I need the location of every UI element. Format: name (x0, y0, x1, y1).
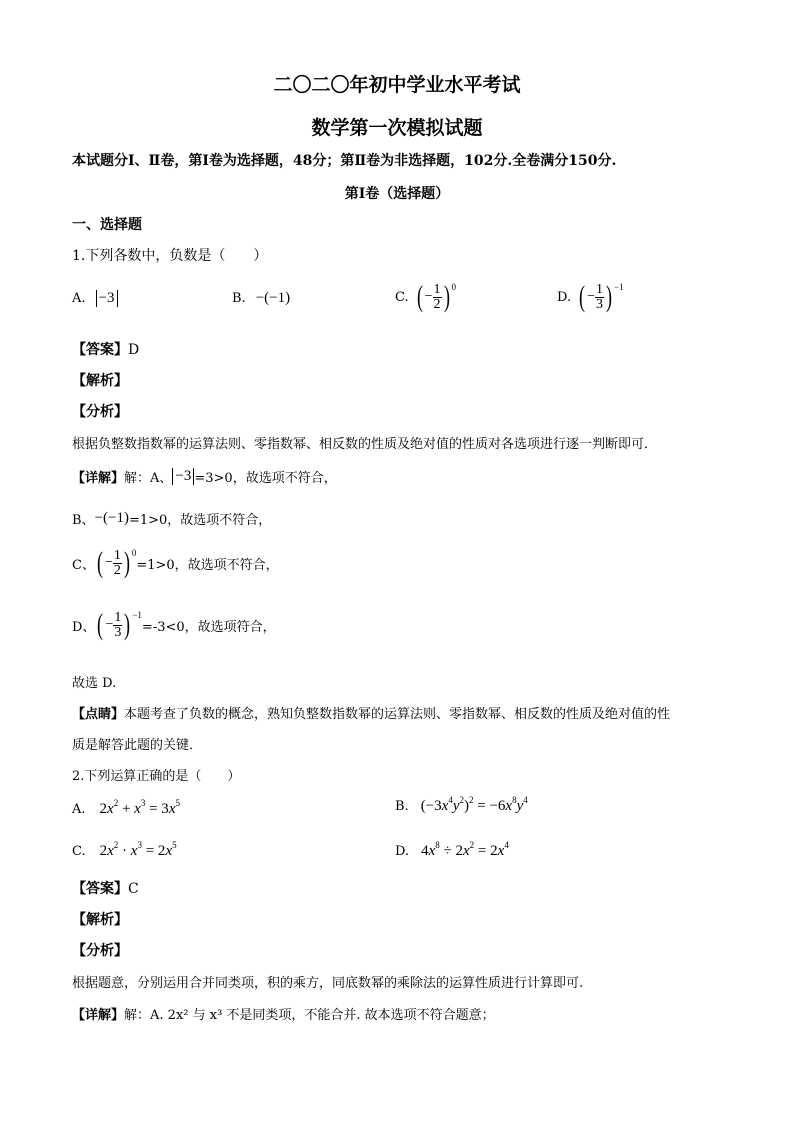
option-label: B. (395, 799, 409, 814)
q2-fenxi: 【分析】 (72, 943, 128, 959)
exponent: 0 (131, 548, 137, 558)
option-a-formula: $2x^2 + x^3 = 3x^5$ (99, 798, 180, 817)
q2-jiexi: 【解析】 (72, 912, 128, 928)
part-heading: 一、选择题 (72, 217, 142, 233)
detail-tag: 【详解】 (72, 1008, 125, 1023)
answer-value: C (128, 881, 139, 897)
answer-tag: 【答案】 (72, 881, 128, 897)
expression: −(−1) (94, 510, 129, 526)
detail-prefix: 解：A、 (124, 471, 173, 486)
detail-suffix: =1>0，故选项不符合， (128, 513, 272, 528)
q1-choose: 故选 D. (72, 676, 117, 691)
detail-prefix: D、 (72, 619, 96, 635)
q2-answer (72, 878, 139, 898)
minus-sign: − (105, 617, 114, 632)
q1-fenxi: 【分析】 (72, 404, 128, 420)
q2-analysis: 根据题意，分别运用合并同类项，积的乘方，同底数幂的乘除法的运算性质进行计算即可. (72, 976, 584, 991)
q1-comment-line2: 质是解答此题的关键． (72, 738, 203, 753)
q1-jiexi: 【解析】 (72, 373, 128, 389)
q1-option-d: D. ( − $\frac{1}{3}$ ) −1 (557, 280, 624, 313)
option-b-formula: $(-3x^4y^2)^2 = -6x^8y^4$ (420, 795, 528, 814)
q2-option-b (395, 795, 528, 815)
q2-option-d (395, 840, 509, 860)
q1-comment (72, 703, 670, 722)
q1-option-a (72, 290, 118, 307)
detail-suffix: =1>0，故选项不符合， (136, 557, 279, 573)
fraction-numerator: 1 (113, 547, 121, 563)
exponent: −1 (614, 282, 624, 292)
detail-suffix: =3>0，故选项不符合， (194, 471, 337, 486)
fraction-denominator: 2 (433, 296, 441, 312)
option-label: C. (72, 844, 86, 859)
abs-value: −3 (172, 468, 194, 485)
answer-value: D (128, 342, 140, 358)
option-c-formula: $2x^2 \cdot x^3 = 2x^5$ (99, 840, 177, 859)
exponent: −1 (132, 610, 142, 620)
exam-intro: 本试题分Ⅰ、Ⅱ卷，第Ⅰ卷为选择题，48分；第Ⅱ卷为非选择题，102分.全卷满分150分. (72, 153, 617, 169)
fraction-numerator: 1 (596, 281, 603, 297)
q2-option-a (72, 798, 180, 818)
q1-detail-a (72, 467, 337, 486)
exponent: 0 (451, 282, 457, 292)
q1-option-b (232, 290, 290, 307)
q2-detail (72, 1004, 495, 1023)
fraction-numerator: 1 (433, 281, 441, 297)
answer-tag: 【答案】 (72, 342, 128, 358)
q1-option-c: C. ( − $\frac{1}{2}$ ) 0 (395, 280, 457, 313)
fraction-numerator: 1 (114, 609, 122, 625)
abs-value: −3 (96, 290, 118, 307)
q1-detail-b (72, 509, 271, 528)
option-label: B. (232, 291, 246, 306)
detail-prefix: B、 (72, 513, 95, 528)
q1-answer (72, 339, 139, 359)
q1-detail-c: C、 ( − $\frac{1}{2}$ ) 0 =1>0，故选项不符合， (72, 546, 279, 579)
detail-suffix: =-3<0，故选项符合， (141, 619, 276, 635)
option-d-formula: $4x^8 \div 2x^2 = 2x^4$ (421, 840, 509, 859)
detail-prefix: C、 (72, 557, 95, 573)
exam-title: 二〇二〇年初中学业水平考试 (273, 75, 521, 96)
detail-tag: 【详解】 (72, 471, 125, 486)
minus-sign: − (424, 289, 433, 304)
fraction-denominator: 3 (596, 296, 603, 312)
option-b-expression: −(−1) (255, 290, 291, 306)
option-label: C. (395, 289, 409, 305)
fraction-denominator: 2 (113, 562, 121, 578)
detail-text: 解：A. 2x² 与 x³ 不是同类项，不能合并. 故本选项不符合题意； (124, 1008, 495, 1023)
q2-stem: 2.下列运算正确的是（ ） (72, 769, 241, 784)
q1-detail-d: D、 ( − $\frac{1}{3}$ ) −1 =-3<0，故选项符合， (72, 608, 276, 641)
q1-stem: 1.下列各数中，负数是（ ） (72, 248, 268, 264)
option-label: A. (72, 802, 86, 817)
fraction-denominator: 3 (114, 624, 122, 640)
q1-analysis: 根据负整数指数幂的运算法则、零指数幂、相反数的性质及绝对值的性质对各选项进行逐一判断即可． (72, 437, 658, 452)
comment-text: 本题考查了负数的概念，熟知负整数指数幂的运算法则、零指数幂、相反数的性质及绝对值的性 (124, 707, 671, 722)
section-title: 第Ⅰ卷（选择题） (344, 186, 450, 202)
q2-option-c (72, 840, 177, 860)
option-label: A. (72, 291, 86, 306)
minus-sign: − (104, 555, 113, 570)
comment-tag: 【点睛】 (72, 707, 125, 722)
option-label: D. (395, 844, 410, 859)
exam-subtitle: 数学第一次模拟试题 (311, 118, 483, 139)
option-label: D. (557, 289, 572, 305)
minus-sign: − (587, 289, 595, 304)
